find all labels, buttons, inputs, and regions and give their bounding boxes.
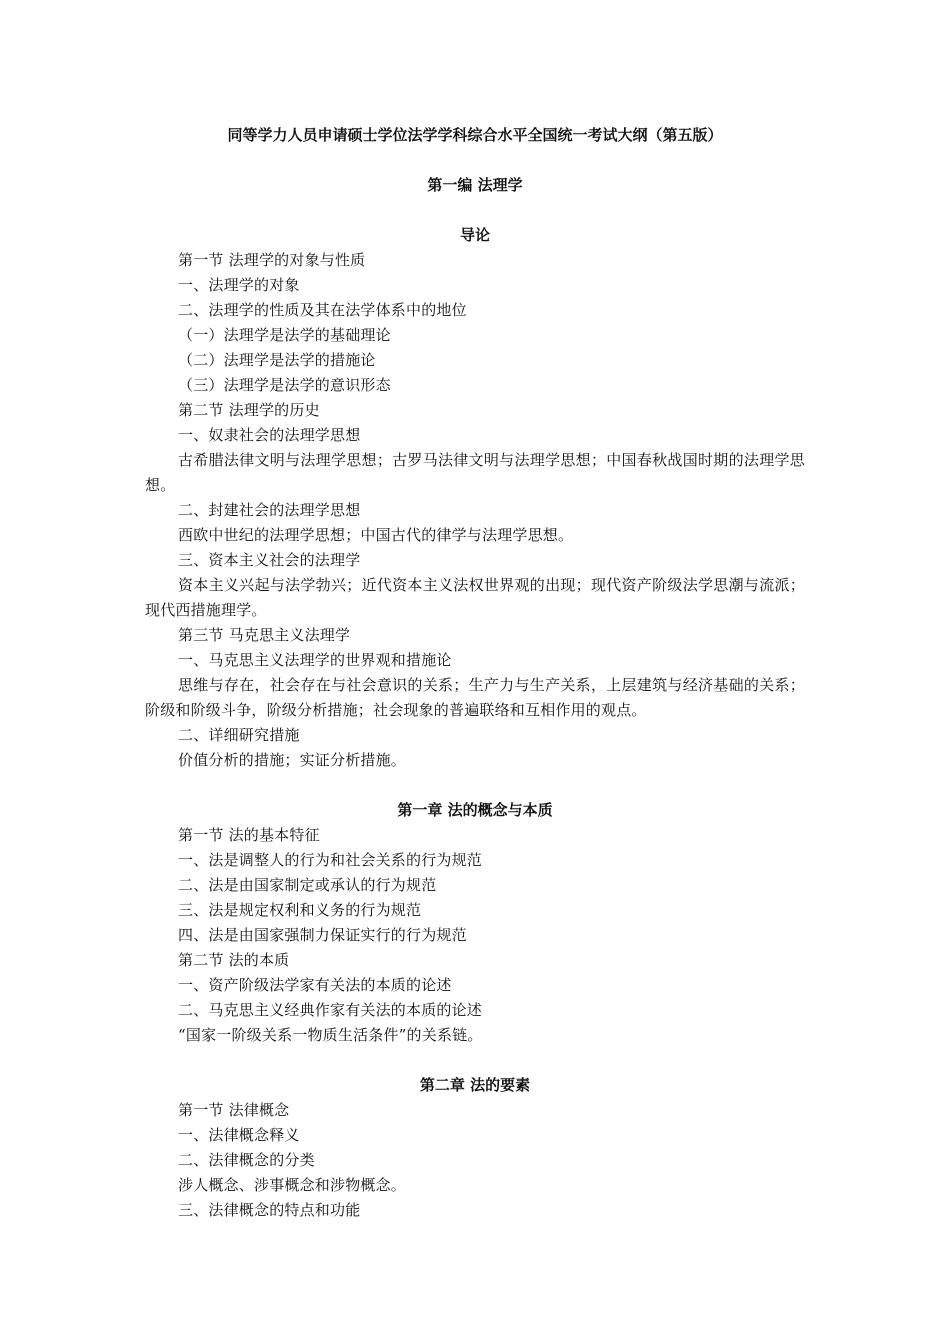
document-body [145, 123, 805, 1223]
outline-item: 一、法理学的对象 [178, 276, 300, 294]
outline-item: （三）法理学是法学的意识形态 [178, 376, 391, 394]
document-title: 同等学力人员申请硕士学位法学学科综合水平全国统一考试大纲（第五版） [227, 126, 723, 144]
subsection-title: 第二节 法的本质 [178, 951, 290, 969]
outline-item: 一、马克思主义法理学的世界观和措施论 [178, 651, 452, 669]
paragraph: “国家一阶级关系一物质生活条件”的关系链。 [178, 1026, 483, 1044]
outline-item: 四、法是由国家强制力保证实行的行为规范 [178, 926, 467, 944]
outline-item: （一）法理学是法学的基础理论 [178, 326, 391, 344]
outline-item: 一、法律概念释义 [178, 1126, 300, 1144]
chapter-heading: 第一章 法的概念与本质 [397, 801, 553, 819]
subsection-title: 第一节 法律概念 [178, 1101, 290, 1119]
paragraph: 古希腊法律文明与法理学思想；古罗马法律文明与法理学思想；中国春秋战国时期的法理学思想。 [145, 451, 805, 494]
outline-item: （二）法理学是法学的措施论 [178, 351, 376, 369]
spacer [145, 773, 805, 798]
spacer [145, 1048, 805, 1073]
outline-item: 二、法理学的性质及其在法学体系中的地位 [178, 301, 467, 319]
subsection-title: 第一节 法的基本特征 [178, 826, 320, 844]
outline-item: 二、详细研究措施 [178, 726, 300, 744]
outline-item: 一、奴隶社会的法理学思想 [178, 426, 361, 444]
paragraph: 西欧中世纪的法理学思想；中国古代的律学与法理学思想。 [178, 526, 574, 544]
chapter-heading: 第二章 法的要素 [419, 1076, 531, 1094]
subsection-title: 第一节 法理学的对象与性质 [178, 251, 366, 269]
part-title: 第一编 法理学 [427, 176, 523, 194]
spacer [145, 148, 805, 173]
outline-item: 三、资本主义社会的法理学 [178, 551, 361, 569]
outline-item: 二、法是由国家制定或承认的行为规范 [178, 876, 437, 894]
outline-item: 二、法律概念的分类 [178, 1151, 315, 1169]
outline-item: 二、马克思主义经典作家有关法的本质的论述 [178, 1001, 483, 1019]
paragraph: 资本主义兴起与法学勃兴；近代资本主义法权世界观的出现；现代资产阶级法学思潮与流派；现代西措施理学。 [145, 576, 805, 619]
spacer [145, 198, 805, 223]
outline-item: 二、封建社会的法理学思想 [178, 501, 361, 519]
outline-item: 三、法是规定权利和义务的行为规范 [178, 901, 422, 919]
paragraph: 涉人概念、涉事概念和涉物概念。 [178, 1176, 407, 1194]
outline-item: 一、法是调整人的行为和社会关系的行为规范 [178, 851, 483, 869]
paragraph: 价值分析的措施；实证分析措施。 [178, 751, 407, 769]
paragraph: 思维与存在，社会存在与社会意识的关系；生产力与生产关系，上层建筑与经济基础的关系；阶级和阶级斗争，阶级分析措施；社会现象的普遍联络和互相作用的观点。 [145, 676, 805, 719]
section-heading: 导论 [459, 226, 490, 244]
subsection-title: 第二节 法理学的历史 [178, 401, 320, 419]
outline-item: 一、资产阶级法学家有关法的本质的论述 [178, 976, 452, 994]
outline-item: 三、法律概念的特点和功能 [178, 1201, 361, 1219]
subsection-title: 第三节 马克思主义法理学 [178, 626, 351, 644]
